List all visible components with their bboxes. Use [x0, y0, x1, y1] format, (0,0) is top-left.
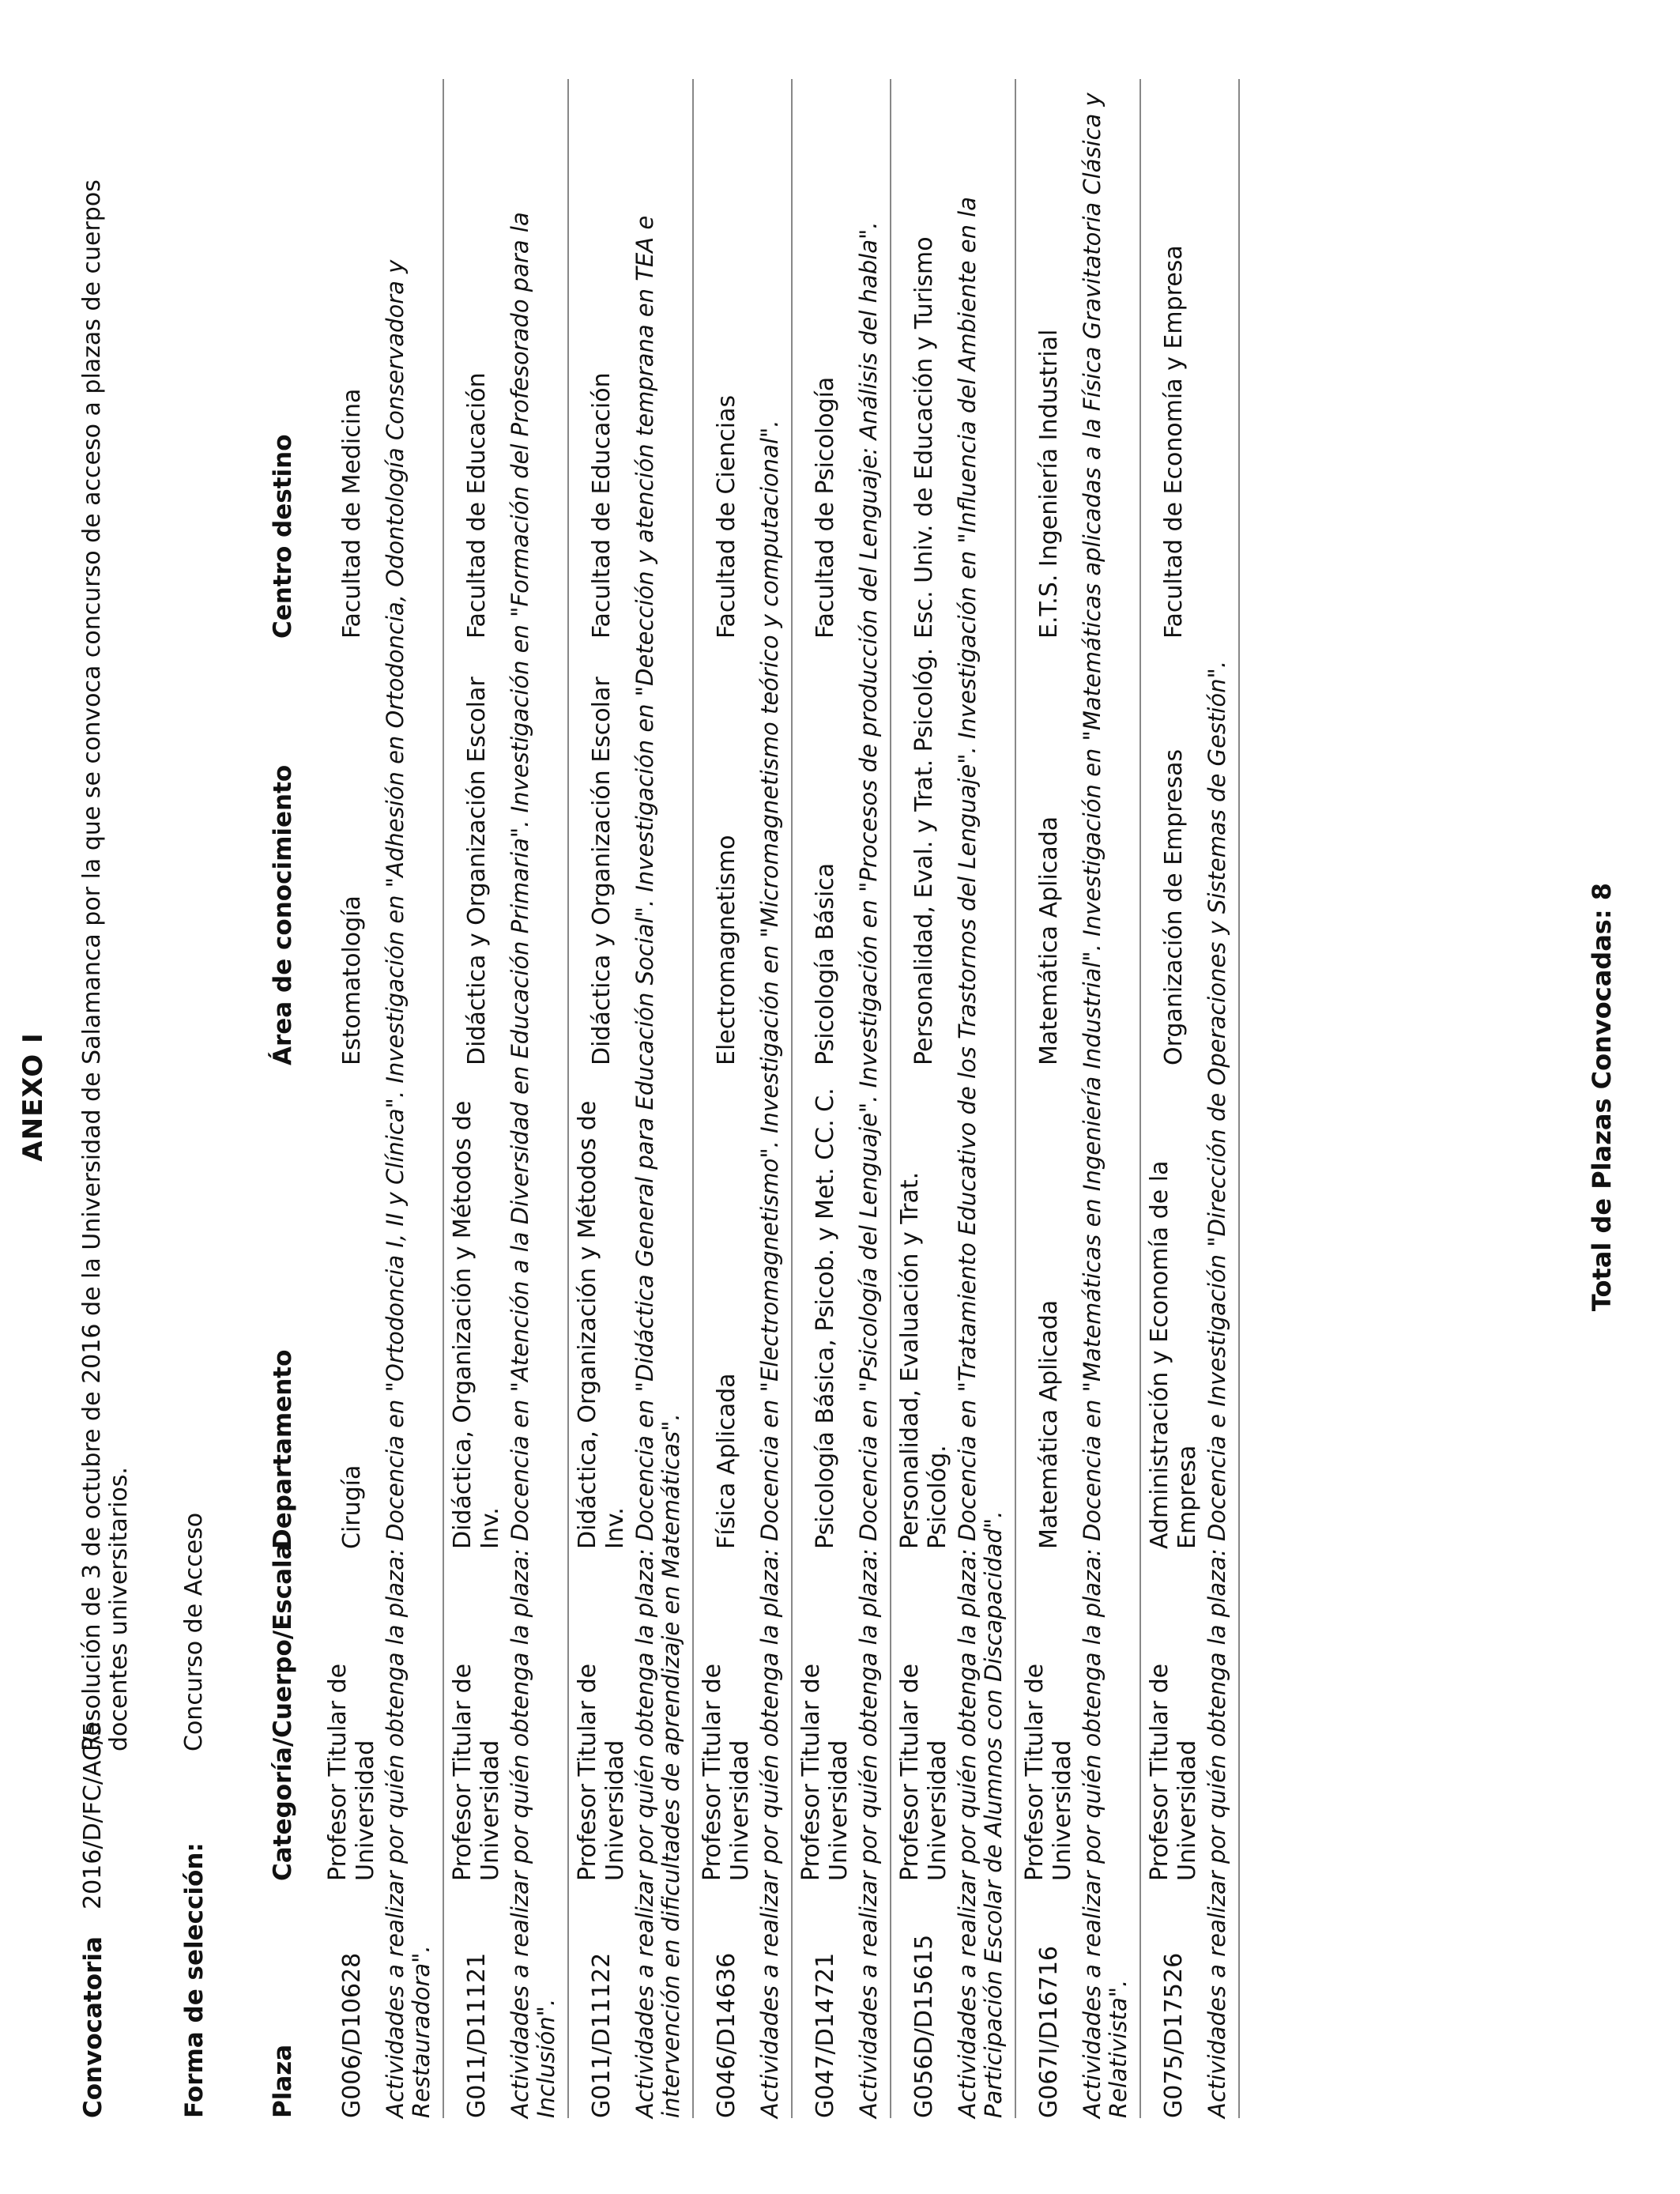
- actividades-text: Actividades a realizar por quién obtenga la plaza: Docencia en "Matemáticas en Ingeniería Industrial". Investigación en "Matemáticas aplicadas a la Física Gravitatoria Clásica y Relativista".: [1079, 92, 1132, 2118]
- forma-label: Forma de selección:: [180, 1842, 209, 2118]
- centro-cell: Facultad de Educación: [587, 372, 616, 639]
- header-departamento: Departamento: [269, 1349, 297, 1549]
- area-cell: Personalidad, Eval. y Trat. Psicológ.: [910, 647, 938, 1065]
- departamento-cell: Física Aplicada: [712, 1373, 740, 1549]
- categoria-cell: Profesor Titular de Universidad: [449, 1663, 504, 1881]
- forma-value: Concurso de Acceso: [180, 1512, 208, 1751]
- table-row: [1141, 79, 1240, 2118]
- header-area: Área de conocimiento: [269, 764, 297, 1065]
- area-cell: Organización de Empresas: [1159, 748, 1188, 1065]
- table-row: [444, 79, 569, 2118]
- convocatoria-code: 2016/D/FC/AC/5: [79, 1721, 107, 1909]
- table-row: [891, 79, 1016, 2118]
- area-cell: Didáctica y Organización Escolar: [462, 677, 491, 1065]
- actividades-text: Actividades a realizar por quién obtenga la plaza: Docencia e Investigación "Dirección de Operaciones y Sistemas de Gestión".: [1203, 660, 1230, 2118]
- centro-cell: Facultad de Ciencias: [712, 394, 740, 639]
- centro-cell: Facultad de Psicología: [811, 376, 839, 639]
- categoria-cell: Profesor Titular de Universidad: [1021, 1663, 1076, 1881]
- plazas-table: [269, 79, 1240, 2118]
- departamento-cell: Didáctica, Organización y Métodos de Inv.: [449, 1100, 504, 1549]
- plaza-code: G006/D10628: [337, 1952, 366, 2118]
- departamento-cell: Administración y Economía de la Empresa: [1146, 1160, 1201, 1549]
- table-row: [319, 79, 444, 2118]
- table-row: [793, 79, 891, 2118]
- area-cell: Matemática Aplicada: [1034, 816, 1063, 1065]
- actividades-text: Actividades a realizar por quién obtenga la plaza: Docencia en "Ortodoncia I, II y Clínica". Investigación en "Adhesión en Ortodoncia, Odontología Conservadora y Restauradora".: [382, 259, 435, 2118]
- plaza-code: G011/D11121: [462, 1952, 491, 2118]
- departamento-cell: Psicología Básica, Psicob. y Met. CC. C.: [811, 1088, 839, 1549]
- plaza-code: G056D/D15615: [910, 1934, 938, 2118]
- actividades-text: Actividades a realizar por quién obtenga la plaza: Docencia en "Psicología del Lenguaje". Investigación en "Procesos de producción del Lenguaje: Análisis del habla".: [855, 221, 882, 2118]
- categoria-cell: Profesor Titular de Universidad: [574, 1663, 629, 1881]
- departamento-cell: Cirugía: [337, 1465, 366, 1549]
- departamento-cell: Didáctica, Organización y Métodos de Inv.: [574, 1100, 629, 1549]
- plaza-code: G046/D14636: [712, 1952, 740, 2118]
- area-cell: Estomatología: [337, 895, 366, 1065]
- header-centro: Centro destino: [269, 434, 297, 639]
- categoria-cell: Profesor Titular de Universidad: [797, 1663, 853, 1881]
- categoria-cell: Profesor Titular de Universidad: [1146, 1663, 1201, 1881]
- header-categoria: Categoría/Cuerpo/Escala: [269, 1543, 297, 1881]
- table-row: [569, 79, 694, 2118]
- area-cell: Didáctica y Organización Escolar: [587, 677, 616, 1065]
- convocatoria-label: Convocatoria: [79, 1936, 107, 2118]
- total-plazas: Total de Plazas Convocadas: 8: [1587, 882, 1617, 1312]
- plaza-code: G047/D14721: [811, 1952, 839, 2118]
- centro-cell: E.T.S. Ingeniería Industrial: [1034, 329, 1063, 639]
- categoria-cell: Profesor Titular de Universidad: [324, 1663, 379, 1881]
- plaza-code: G067I/D16716: [1034, 1946, 1063, 2118]
- page-title: ANEXO I: [17, 1032, 49, 1162]
- convocatoria-text: Resolución de 3 de octubre de 2016 de la Universidad de Salamanca por la que se convoca concurso de acceso a plazas de cuerpos docentes universitarios.: [78, 179, 133, 1751]
- area-cell: Electromagnetismo: [712, 835, 740, 1065]
- header-plaza: Plaza: [269, 2044, 297, 2118]
- centro-cell: Facultad de Economía y Empresa: [1159, 245, 1188, 639]
- actividades-text: Actividades a realizar por quién obtenga la plaza: Docencia en "Atención a la Diversidad en Educación Primaria". Investigación en "Formación del Profesorado para la Inclusión".: [507, 212, 559, 2118]
- departamento-cell: Personalidad, Evaluación y Trat. Psicológ.: [896, 1171, 951, 1549]
- centro-cell: Facultad de Educación: [462, 372, 491, 639]
- centro-cell: Esc. Univ. de Educación y Turismo: [910, 236, 938, 639]
- categoria-cell: Profesor Titular de Universidad: [699, 1663, 754, 1881]
- plaza-code: G075/D17526: [1159, 1952, 1188, 2118]
- actividades-text: Actividades a realizar por quién obtenga la plaza: Docencia en "Electromagnetismo". Investigación en "Micromagnetismo teórico y computacional".: [756, 420, 783, 2118]
- actividades-text: Actividades a realizar por quién obtenga la plaza: Docencia en "Didáctica General para Educación Social". Investigación en "Detección y atención temprana en TEA e intervención en dificultades de aprendizaje en Matemáticas".: [631, 215, 684, 2118]
- departamento-cell: Matemática Aplicada: [1034, 1299, 1063, 1549]
- table-header: [269, 79, 319, 2118]
- centro-cell: Facultad de Medicina: [337, 388, 366, 639]
- categoria-cell: Profesor Titular de Universidad: [896, 1663, 951, 1881]
- table-row: [1016, 79, 1141, 2118]
- actividades-text: Actividades a realizar por quién obtenga la plaza: Docencia en "Tratamiento Educativo de los Trastornos del Lenguaje". Investigación en "Influencia del Ambiente en la Participación Escolar de Alumnos con Discapacidad".: [954, 196, 1007, 2118]
- plaza-code: G011/D11122: [587, 1952, 616, 2118]
- table-row: [694, 79, 793, 2118]
- area-cell: Psicología Básica: [811, 862, 839, 1065]
